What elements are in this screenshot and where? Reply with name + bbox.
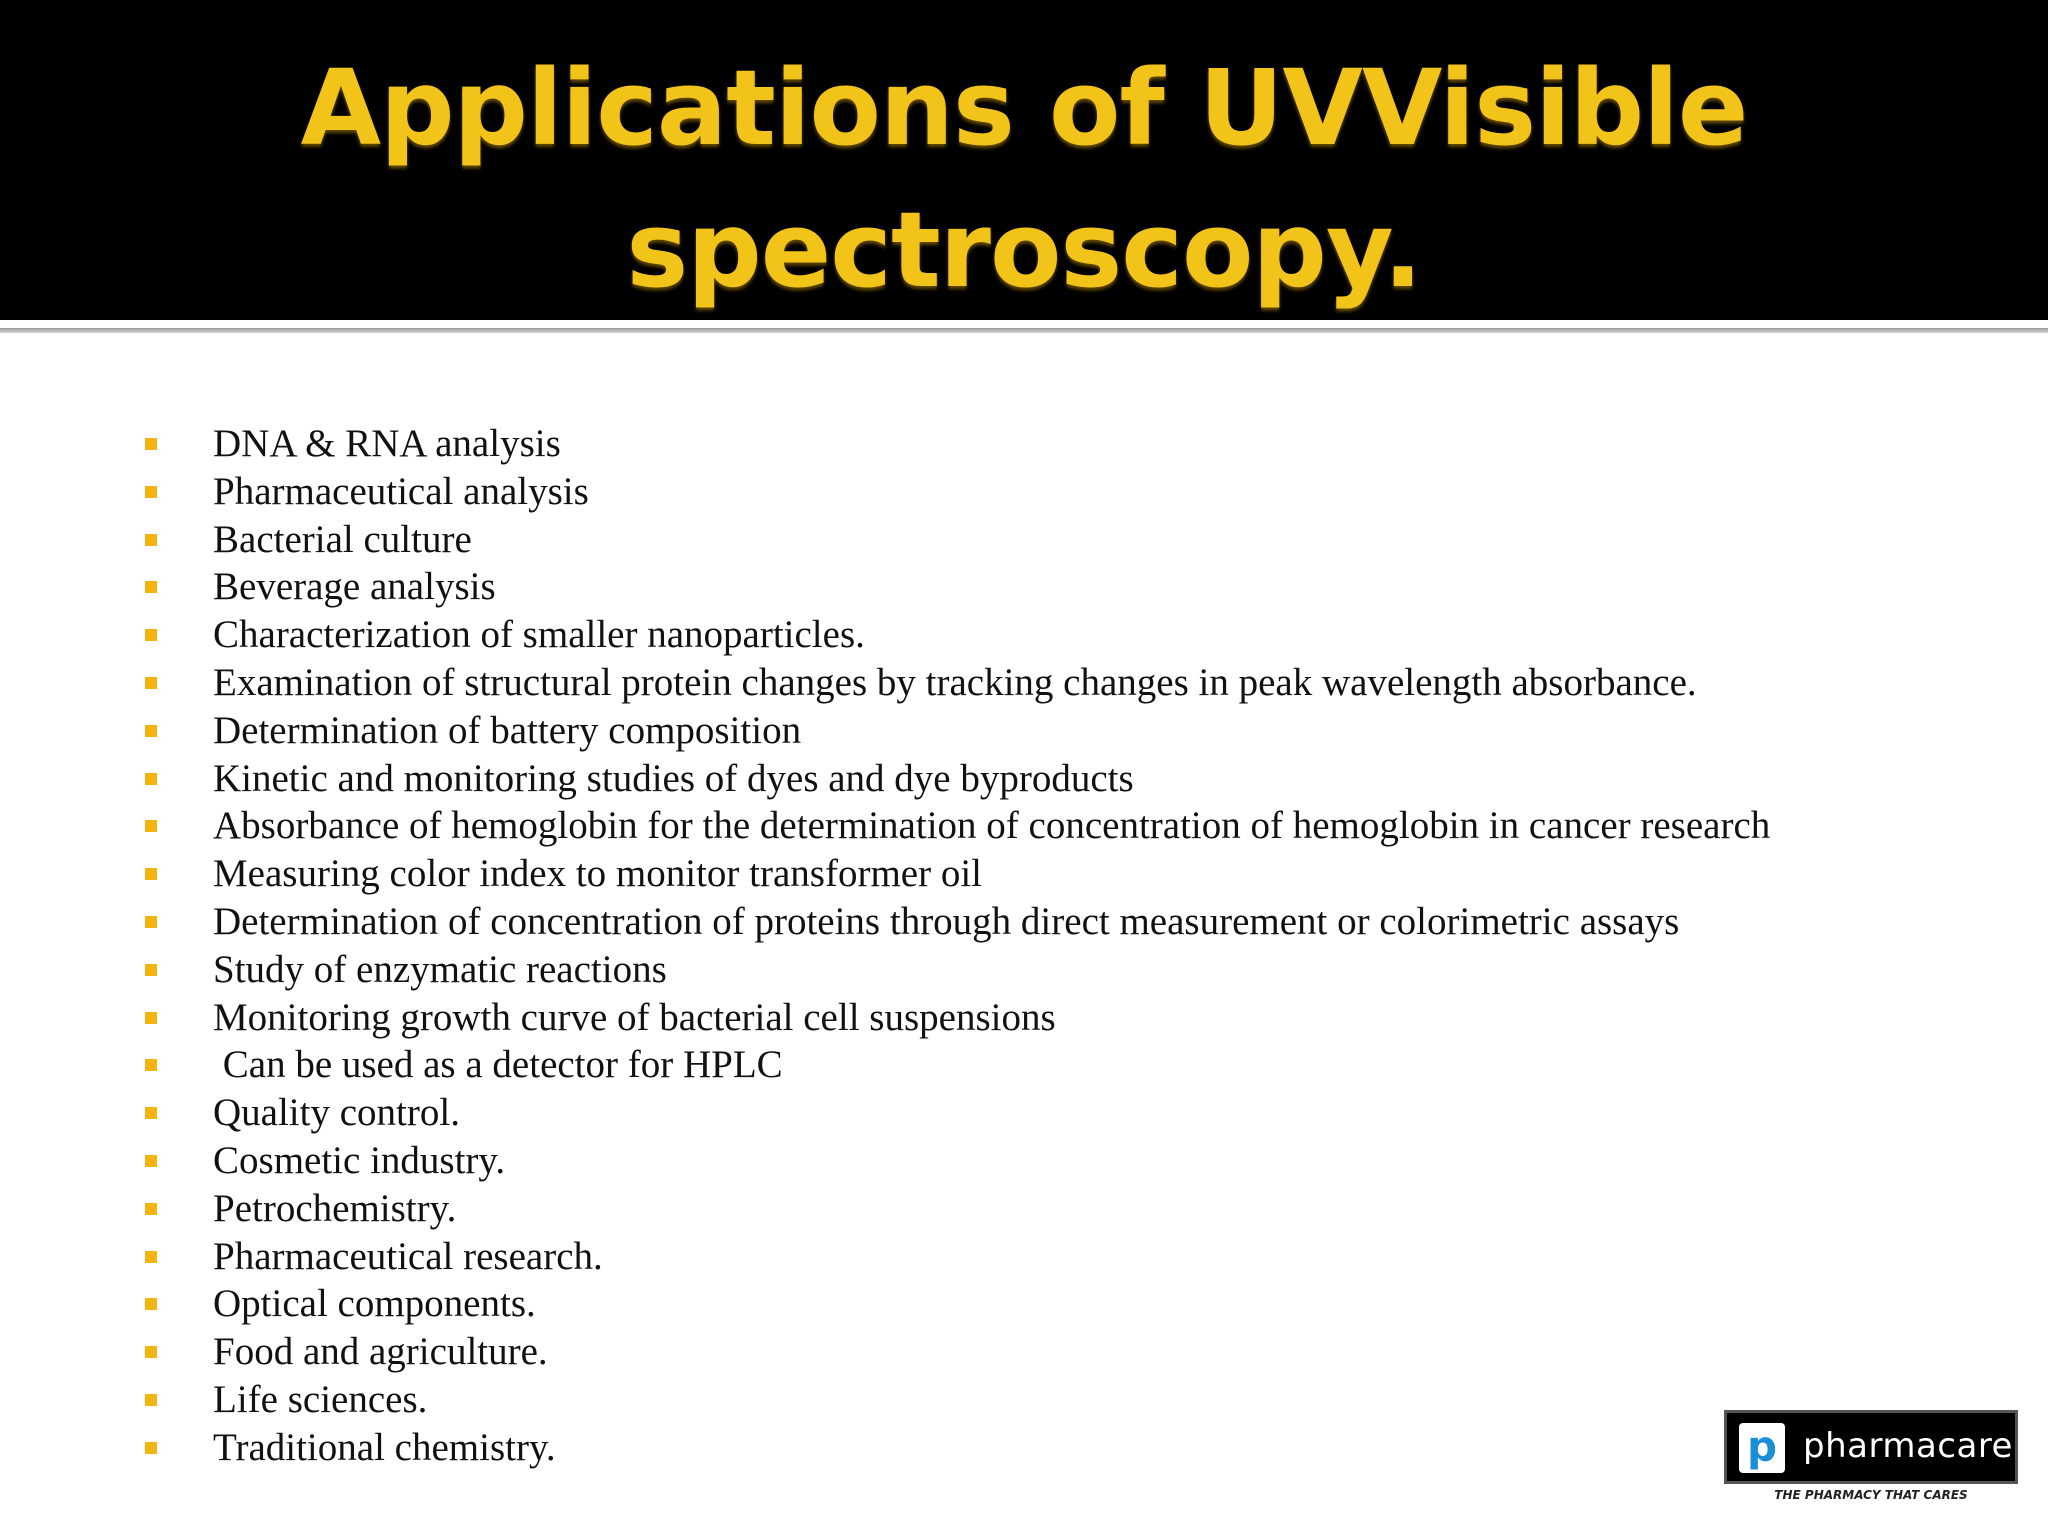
title-divider-gap xyxy=(0,320,2048,328)
bullet-text: Study of enzymatic reactions xyxy=(213,947,667,991)
square-bullet-icon xyxy=(145,1059,157,1071)
square-bullet-icon xyxy=(145,1012,157,1024)
bullet-text: Bacterial culture xyxy=(213,517,472,561)
bullet-text: Food and agriculture. xyxy=(213,1330,548,1374)
bullet-text: Optical components. xyxy=(213,1282,536,1326)
square-bullet-icon xyxy=(145,868,157,880)
square-bullet-icon xyxy=(145,1394,157,1406)
square-bullet-icon xyxy=(145,1346,157,1358)
bullet-text: Can be used as a detector for HPLC xyxy=(213,1043,783,1087)
bullet-text: Measuring color index to monitor transformer oil xyxy=(213,852,982,896)
title-divider xyxy=(0,328,2048,333)
logo-tagline: THE PHARMACY THAT CARES xyxy=(1774,1488,1968,1502)
square-bullet-icon xyxy=(145,820,157,832)
bullet-text: Determination of concentration of proteins through direct measurement or colorimetric assays xyxy=(213,899,1680,943)
title-banner xyxy=(0,0,2048,320)
square-bullet-icon xyxy=(145,1251,157,1263)
bullet-text: Kinetic and monitoring studies of dyes and dye byproducts xyxy=(213,756,1134,800)
square-bullet-icon xyxy=(145,581,157,593)
square-bullet-icon xyxy=(145,1442,157,1454)
square-bullet-icon xyxy=(145,1298,157,1310)
bullet-text: Pharmaceutical analysis xyxy=(213,469,589,513)
square-bullet-icon xyxy=(145,964,157,976)
bullet-text: Quality control. xyxy=(213,1091,460,1135)
bullet-text: Characterization of smaller nanoparticles. xyxy=(213,613,865,657)
bullet-text: Determination of battery composition xyxy=(213,708,802,752)
bullet-text: DNA & RNA analysis xyxy=(213,422,561,465)
bullet-text: Examination of structural protein changes by tracking changes in peak wavelength absorbance. xyxy=(213,660,1697,704)
logo-name: pharmacare xyxy=(1803,1426,2013,1466)
square-bullet-icon xyxy=(145,534,157,546)
square-bullet-icon xyxy=(145,1203,157,1215)
square-bullet-icon xyxy=(145,677,157,689)
square-bullet-icon xyxy=(145,725,157,737)
slide-title-line-2: spectroscopy. xyxy=(626,189,1422,311)
bullet-text: Life sciences. xyxy=(213,1377,428,1421)
pharmacare-p-icon: p xyxy=(1739,1423,1785,1473)
bullet-text: Monitoring growth curve of bacterial cell suspensions xyxy=(213,995,1056,1039)
slide-title-line-1: Applications of UVVisible xyxy=(300,47,1748,169)
square-bullet-icon xyxy=(145,1107,157,1119)
square-bullet-icon xyxy=(145,629,157,641)
square-bullet-icon xyxy=(145,916,157,928)
square-bullet-icon xyxy=(145,773,157,785)
bullet-text: Pharmaceutical research. xyxy=(213,1234,603,1278)
square-bullet-icon xyxy=(145,486,157,498)
bullet-text: Traditional chemistry. xyxy=(213,1425,556,1469)
square-bullet-icon xyxy=(145,1155,157,1167)
bullet-text: Absorbance of hemoglobin for the determination of concentration of hemoglobin in cancer research xyxy=(213,804,1771,848)
bullet-text: Petrochemistry. xyxy=(213,1186,457,1230)
square-bullet-icon xyxy=(145,438,157,450)
pharmacare-logo xyxy=(1724,1410,2018,1484)
bullet-text: Beverage analysis xyxy=(213,565,496,609)
bullet-text: Cosmetic industry. xyxy=(213,1138,506,1182)
